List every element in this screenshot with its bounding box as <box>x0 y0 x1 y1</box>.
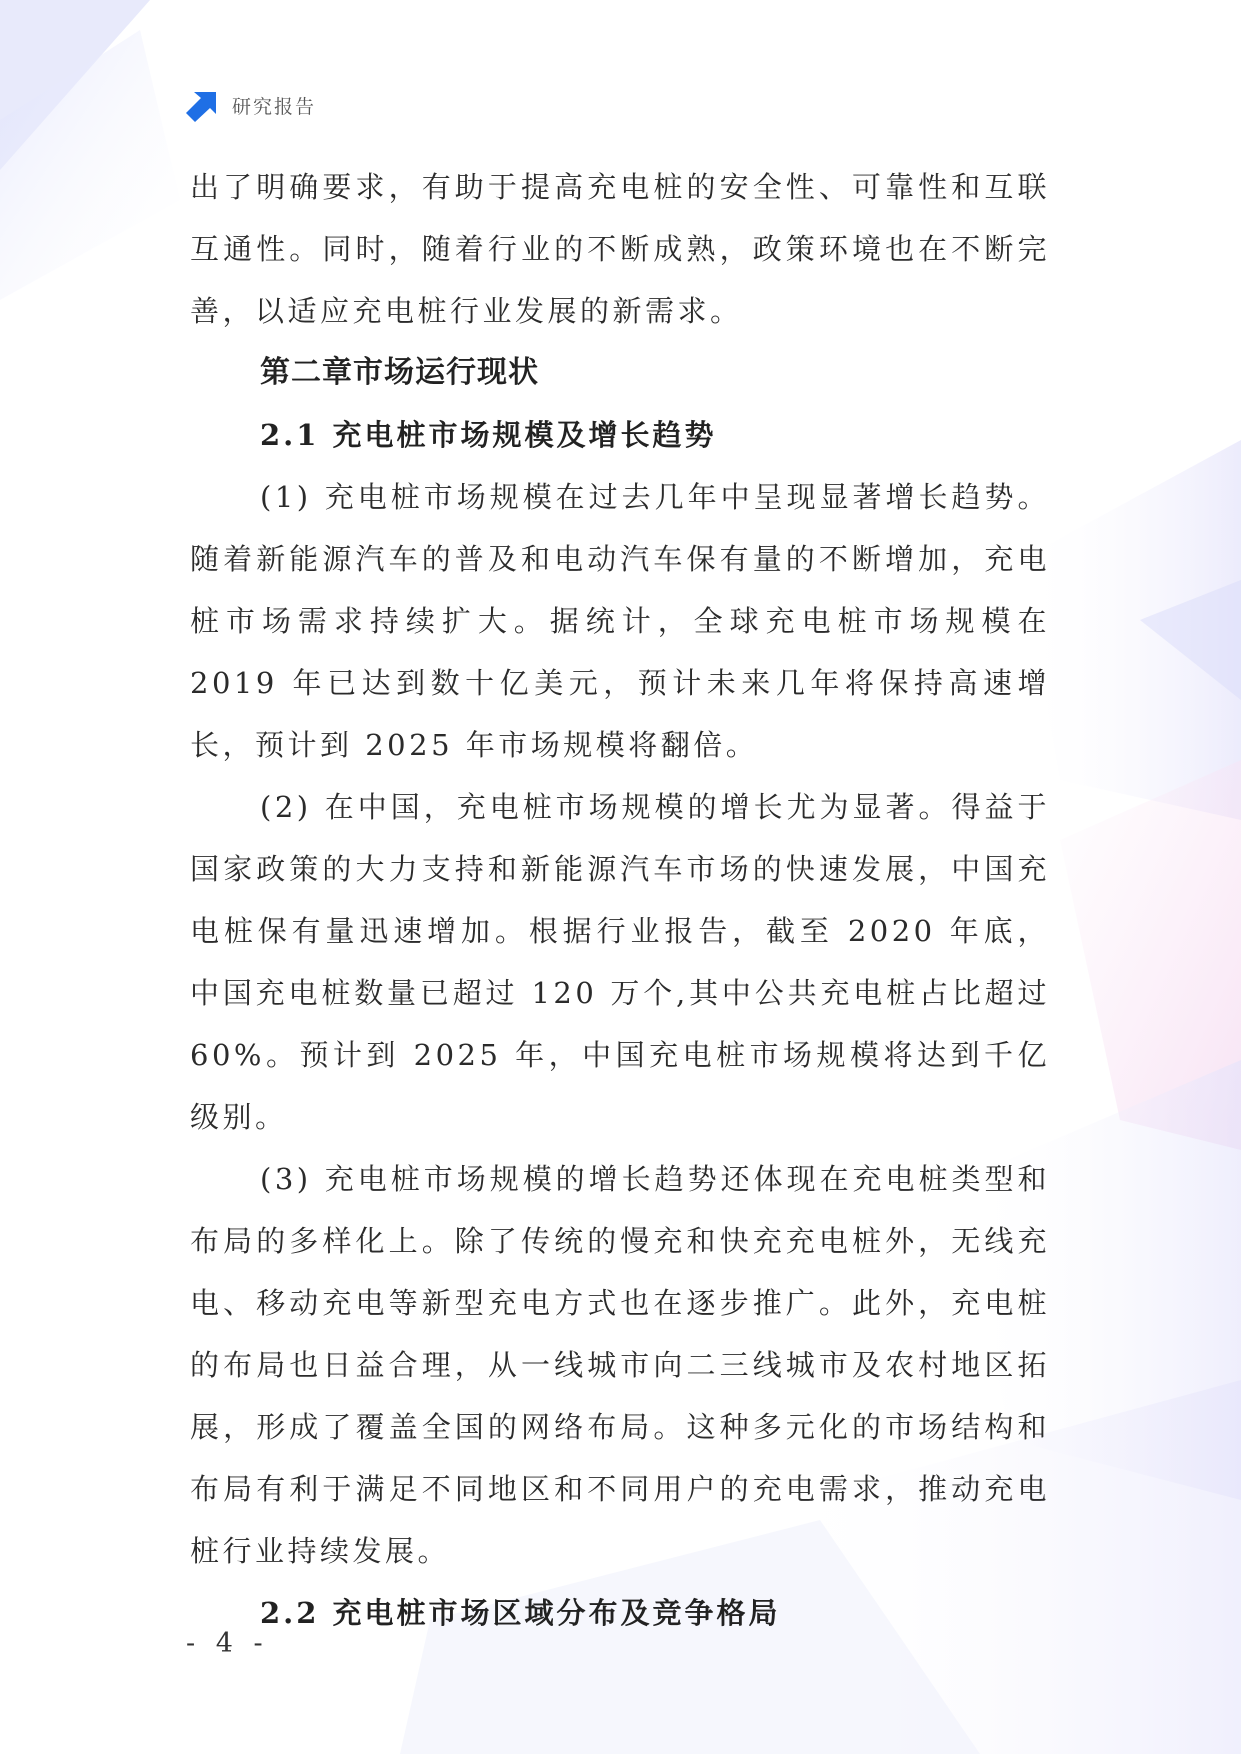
section-heading-2-2: 2.2 充电桩市场区域分布及竞争格局 <box>260 1596 781 1630</box>
header-title: 研究报告 <box>232 95 317 118</box>
paragraph-market-growth: (1) 充电桩市场规模在过去几年中呈现显著增长趋势。随着新能源汽车的普及和电动汽车保有量的不断增加，充电桩市场需求持续扩大。据统计，全球充电桩市场规模在 2019 年已达到数十亿美元，预计未来几年将保持高速增长，预计到 2025 年市场规模将翻倍。 <box>190 480 1050 762</box>
chapter-title: 第二章市场运行现状 <box>260 355 539 390</box>
page-number: - 4 - <box>186 1628 269 1659</box>
section-heading-2-1: 2.1 充电桩市场规模及增长趋势 <box>260 418 717 452</box>
paragraph-diversification: (3) 充电桩市场规模的增长趋势还体现在充电桩类型和布局的多样化上。除了传统的慢充和快充充电桩外，无线充电、移动充电等新型充电方式也在逐步推广。此外，充电桩的布局也日益合理，从一线城市向二三线城市及农村地区拓展，形成了覆盖全国的网络布局。这种多元化的市场结构和布局有利于满足不同地区和不同用户的充电需求，推动充电桩行业持续发展。 <box>190 1162 1050 1568</box>
paragraph-china-market: (2) 在中国，充电桩市场规模的增长尤为显著。得益于国家政策的大力支持和新能源汽车市场的快速发展，中国充电桩保有量迅速增加。根据行业报告，截至 2020 年底，中国充电桩数量已超过 120 万个,其中公共充电桩占比超过 60%。预计到 2025 年，中国充电桩市场规模将达到千亿级别。 <box>190 790 1050 1134</box>
report-header <box>186 88 316 122</box>
arrow-up-right-icon <box>186 88 220 122</box>
document-body <box>190 156 1050 1644</box>
paragraph-policy-continuation: 出了明确要求，有助于提高充电桩的安全性、可靠性和互联互通性。同时，随着行业的不断成熟，政策环境也在不断完善，以适应充电桩行业发展的新需求。 <box>190 170 1050 328</box>
